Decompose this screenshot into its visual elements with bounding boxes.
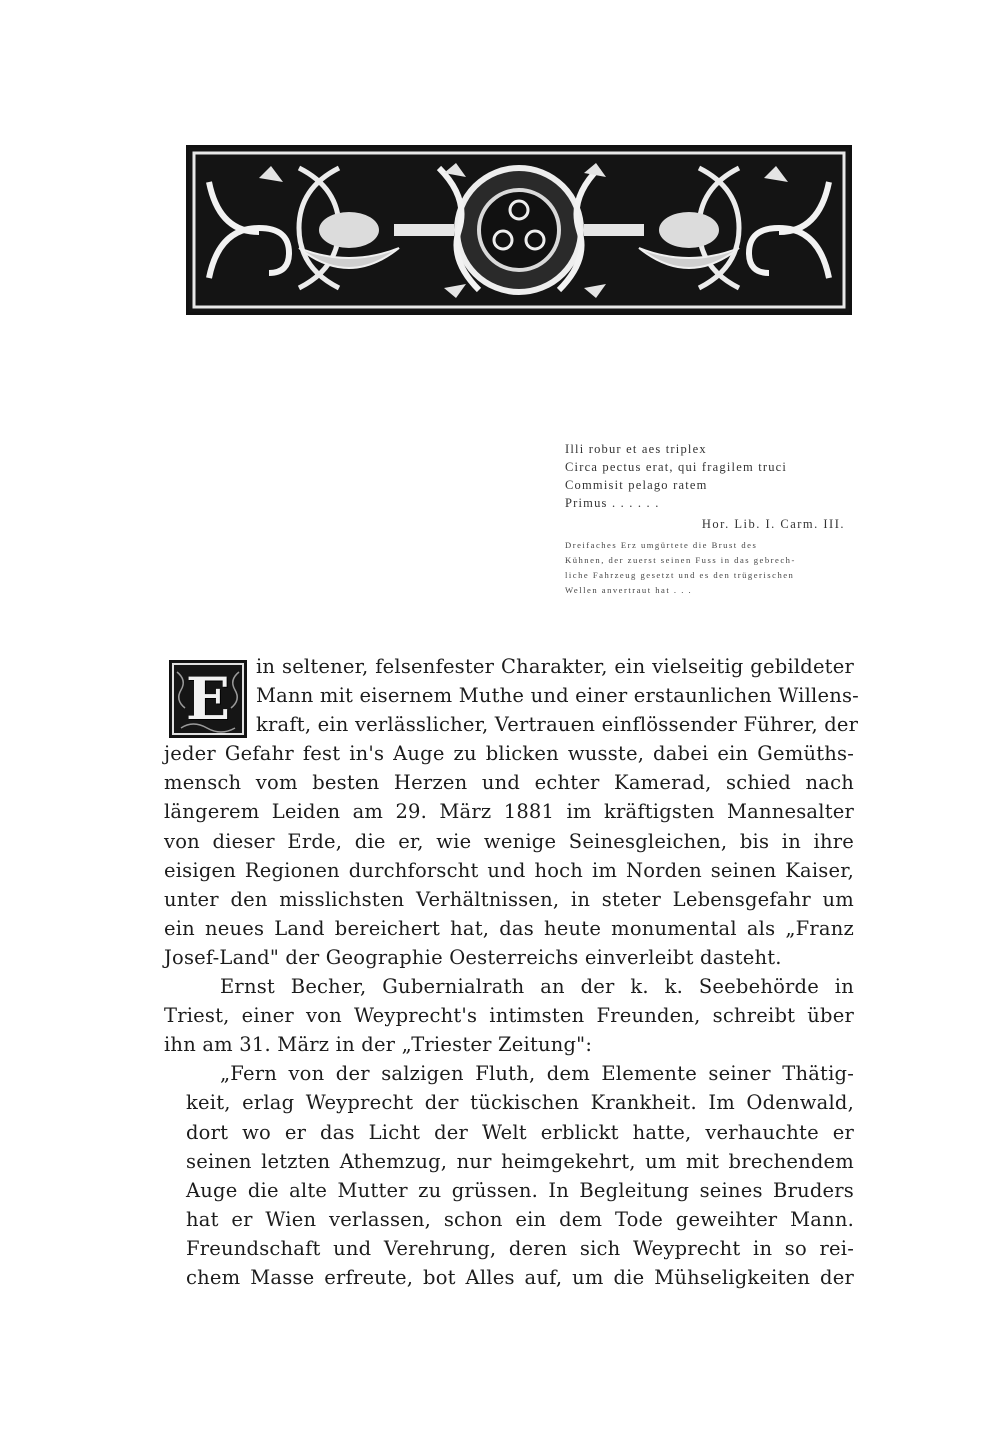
epigraph-latin-line: Illi robur et aes triplex [565, 442, 707, 456]
epigraph-translation [565, 538, 865, 598]
text-line: Triest, einer von Weyprecht's intimsten Freunden, schreibt über [164, 1004, 854, 1028]
epigraph-translation-line: Wellen anvertraut hat . . . [565, 585, 693, 595]
body-text [164, 652, 859, 1292]
text-line: Ernst Becher, Gubernialrath an der k. k. Seebehörde in [220, 975, 854, 999]
epigraph-translation-line: liche Fahrzeug gesetzt und es den trügerischen [565, 570, 795, 580]
text-line: hat er Wien verlassen, schon ein dem Tode geweihter Mann. [186, 1207, 854, 1231]
initial-letter: E [185, 665, 231, 733]
text-line: Auge die alte Mutter zu grüssen. In Begleitung seines Bruders [186, 1178, 854, 1202]
text-line: „Fern von der salzigen Fluth, dem Elemente seiner Thätig- [220, 1062, 854, 1086]
epigraph-translation-line: Dreifaches Erz umgürtete die Brust des [565, 540, 758, 550]
text-line: dort wo er das Licht der Welt erblickt hatte, verhauchte er [186, 1120, 854, 1144]
ornament-pattern-icon [189, 148, 849, 312]
text-line: eisigen Regionen durchforscht und hoch im Norden seinen Kaiser, [164, 858, 854, 882]
epigraph-latin-line: Commisit pelago ratem [565, 478, 708, 492]
text-line: ihn am 31. März in der „Triester Zeitung": [164, 1033, 593, 1057]
epigraph-source: Hor. Lib. I. Carm. III. [701, 517, 845, 531]
text-line: in seltener, felsenfester Charakter, ein vielseitig gebildeter [256, 655, 854, 678]
ornamental-header-band [186, 145, 852, 315]
text-line: Freundschaft und Verehrung, deren sich Weyprecht in so rei- [186, 1236, 854, 1260]
text-line: kraft, ein verlässlicher, Vertrauen einflössender Führer, der [256, 713, 859, 737]
text-line: Mann mit eisernem Muthe und einer erstaunlichen Willens- [256, 684, 859, 708]
text-line: mensch vom besten Herzen und echter Kamerad, schied nach [164, 771, 854, 795]
epigraph-translation-line: Kühnen, der zuerst seinen Fuss in das gebrech- [565, 555, 796, 565]
epigraph-latin-line: Primus . . . . . . [565, 496, 660, 510]
text-line: Josef-Land" der Geographie Oesterreichs einverleibt dasteht. [164, 945, 782, 969]
quotation [164, 1059, 854, 1292]
text-line: keit, erlag Weyprecht der tückischen Krankheit. Im Odenwald, [186, 1091, 854, 1115]
text-line: von dieser Erde, die er, wie wenige Seinesgleichen, bis in ihre [164, 829, 854, 853]
epigraph-latin-line: Circa pectus erat, qui fragilem truci [565, 460, 788, 474]
text-line: ein neues Land bereichert hat, das heute monumental als „Franz [164, 916, 854, 940]
text-line: seinen letzten Athemzug, nur heimgekehrt, um mit brechendem [186, 1149, 854, 1173]
text-line: längerem Leiden am 29. März 1881 im kräftigsten Mannesalter [164, 800, 854, 824]
text-line: jeder Gefahr fest in's Auge zu blicken wusste, dabei ein Gemüths- [164, 742, 854, 766]
epigraph [565, 440, 865, 598]
text-line: unter den misslichsten Verhältnissen, in steter Lebensgefahr um [164, 887, 854, 911]
text-line: chem Masse erfreute, bot Alles auf, um die Mühseligkeiten der [186, 1265, 854, 1289]
